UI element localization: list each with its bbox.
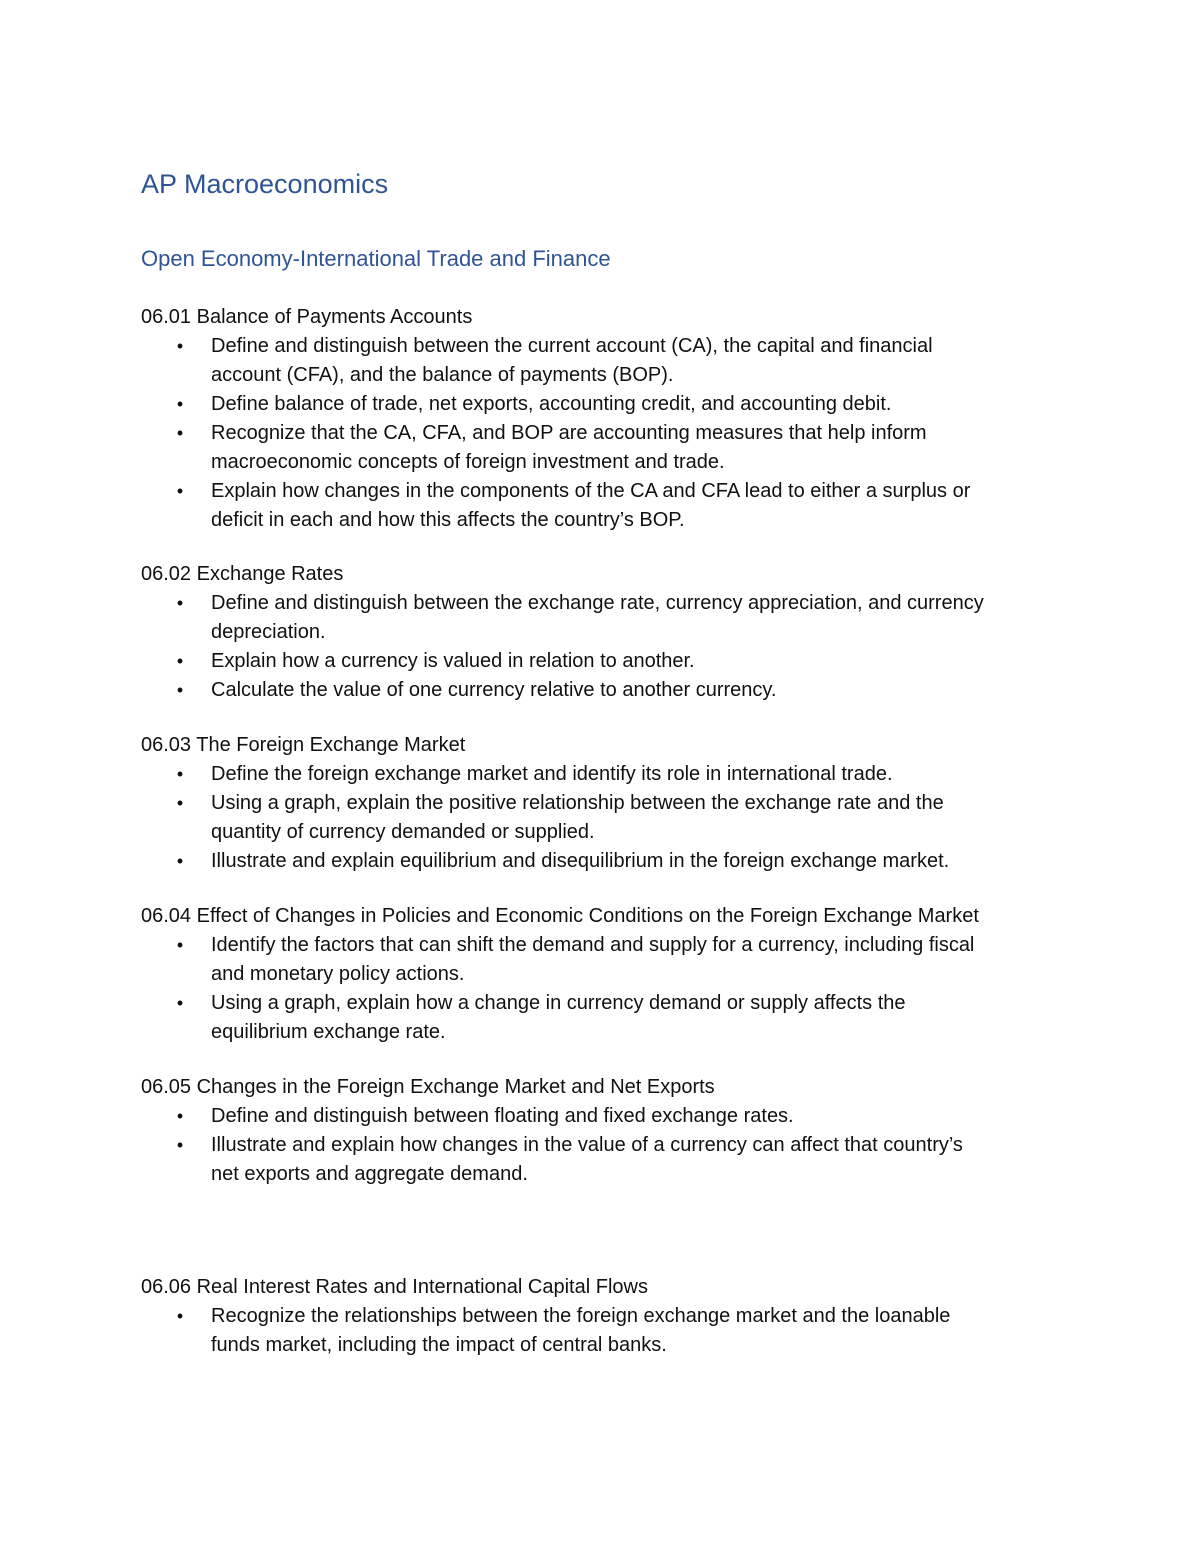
bullet-item — [141, 1102, 1061, 1131]
section — [141, 303, 1061, 535]
section-heading: 06.02 Exchange Rates — [141, 563, 344, 585]
bullet-icon: • — [176, 394, 184, 414]
bullet-text-line: equilibrium exchange rate. — [211, 1021, 446, 1043]
bullet-item — [141, 676, 1061, 705]
bullet-text-line: Using a graph, explain how a change in currency demand or supply affects the — [211, 992, 906, 1014]
bullet-text-line: funds market, including the impact of central banks. — [211, 1334, 667, 1356]
bullet-text-line: Define balance of trade, net exports, accounting credit, and accounting debit. — [211, 393, 892, 415]
bullet-icon: • — [176, 793, 184, 813]
bullet-list — [141, 332, 1061, 535]
bullet-icon: • — [176, 1106, 184, 1126]
bullet-item — [141, 332, 1061, 390]
bullet-text-line: Define and distinguish between the current account (CA), the capital and financial — [211, 335, 933, 357]
bullet-icon: • — [176, 993, 184, 1013]
bullet-text-line: Calculate the value of one currency relative to another currency. — [211, 679, 777, 701]
bullet-list — [141, 760, 1061, 876]
bullet-text-line: Define and distinguish between floating and fixed exchange rates. — [211, 1105, 794, 1127]
bullet-text-line: Using a graph, explain the positive relationship between the exchange rate and the — [211, 792, 944, 814]
bullet-icon: • — [176, 336, 184, 356]
section — [141, 560, 1061, 705]
bullet-text-line: and monetary policy actions. — [211, 963, 465, 985]
bullet-icon: • — [176, 680, 184, 700]
bullet-text-line: Define the foreign exchange market and identify its role in international trade. — [211, 763, 893, 785]
bullet-text-line: quantity of currency demanded or supplied. — [211, 821, 595, 843]
bullet-item — [141, 989, 1061, 1047]
bullet-icon: • — [176, 935, 184, 955]
bullet-icon: • — [176, 593, 184, 613]
document-title: AP Macroeconomics — [141, 169, 389, 199]
bullet-icon: • — [176, 851, 184, 871]
section — [141, 1273, 1061, 1360]
bullet-text-line: macroeconomic concepts of foreign investment and trade. — [211, 451, 725, 473]
bullet-item — [141, 1131, 1061, 1189]
bullet-icon: • — [176, 651, 184, 671]
bullet-item — [141, 1302, 1061, 1360]
bullet-item — [141, 789, 1061, 847]
bullet-item — [141, 847, 1061, 876]
section-heading: 06.03 The Foreign Exchange Market — [141, 734, 466, 756]
bullet-item — [141, 477, 1061, 535]
section-heading: 06.06 Real Interest Rates and International Capital Flows — [141, 1276, 648, 1298]
bullet-text-line: Explain how changes in the components of the CA and CFA lead to either a surplus or — [211, 480, 971, 502]
bullet-icon: • — [176, 1135, 184, 1155]
bullet-item — [141, 390, 1061, 419]
bullet-text-line: Illustrate and explain equilibrium and disequilibrium in the foreign exchange market. — [211, 850, 950, 872]
bullet-icon: • — [176, 764, 184, 784]
bullet-text-line: Recognize that the CA, CFA, and BOP are accounting measures that help inform — [211, 422, 927, 444]
bullet-list — [141, 931, 1061, 1047]
section — [141, 1073, 1061, 1189]
section-heading: 06.01 Balance of Payments Accounts — [141, 306, 473, 328]
bullet-item — [141, 647, 1061, 676]
section-heading: 06.04 Effect of Changes in Policies and Economic Conditions on the Foreign Exchange Market — [141, 905, 979, 927]
bullet-text-line: deficit in each and how this affects the country’s BOP. — [211, 509, 685, 531]
bullet-text-line: depreciation. — [211, 621, 326, 643]
bullet-text-line: Illustrate and explain how changes in the value of a currency can affect that country’s — [211, 1134, 963, 1156]
bullet-list — [141, 1302, 1061, 1360]
bullet-text-line: Recognize the relationships between the foreign exchange market and the loanable — [211, 1305, 951, 1327]
bullet-text-line: Define and distinguish between the exchange rate, currency appreciation, and currency — [211, 592, 984, 614]
bullet-item — [141, 589, 1061, 647]
bullet-item — [141, 760, 1061, 789]
bullet-item — [141, 931, 1061, 989]
bullet-text-line: net exports and aggregate demand. — [211, 1163, 528, 1185]
section — [141, 902, 1061, 1047]
document-subtitle: Open Economy-International Trade and Finance — [141, 246, 611, 271]
bullet-text-line: Explain how a currency is valued in relation to another. — [211, 650, 695, 672]
bullet-list — [141, 1102, 1061, 1189]
bullet-icon: • — [176, 1306, 184, 1326]
bullet-icon: • — [176, 481, 184, 501]
bullet-item — [141, 419, 1061, 477]
bullet-icon: • — [176, 423, 184, 443]
bullet-text-line: account (CFA), and the balance of payments (BOP). — [211, 364, 674, 386]
section — [141, 731, 1061, 876]
bullet-text-line: Identify the factors that can shift the demand and supply for a currency, including fiscal — [211, 934, 975, 956]
bullet-list — [141, 589, 1061, 705]
section-heading: 06.05 Changes in the Foreign Exchange Market and Net Exports — [141, 1076, 715, 1098]
